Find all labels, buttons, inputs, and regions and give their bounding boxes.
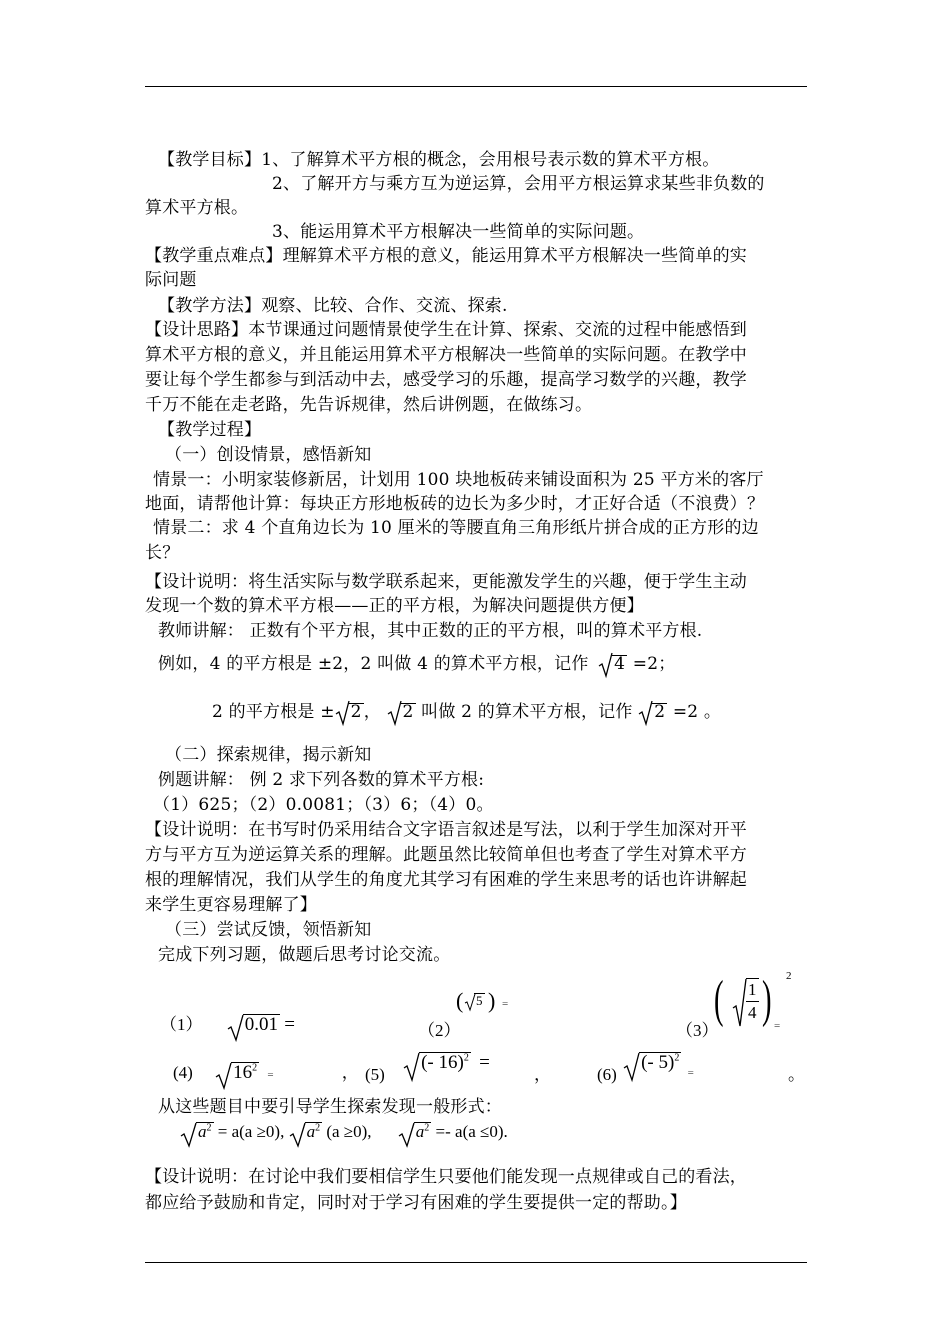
teaching-goal-2: 2、了解开方与乘方互为逆运算，会用平方根运算求某些非负数的 — [272, 174, 765, 194]
exercise-6: (6) (- 5)$^2$ $_=$ 。 — [597, 1052, 806, 1084]
exercise-5: (5) (- 16)$^2$ = ， — [365, 1052, 552, 1084]
design-note-2-4: 来学生更容易理解了】 — [145, 895, 317, 915]
design-note-1: 【设计说明：将生活实际与数学联系起来，更能激发学生的兴趣，便于学生主动 — [145, 572, 747, 592]
section-1-heading: （一）创设情景，感悟新知 — [165, 445, 372, 465]
scenario-1-cont: 地面，请帮他计算：每块正方形地板砖的边长为多少时，才正好合适（不浪费）？ — [145, 494, 765, 514]
design-idea-2: 算术平方根的意义，并且能运用算术平方根解决一些简单的实际问题。在教学中 — [145, 345, 747, 365]
general-form-intro: 从这些题目中要引导学生探索发现一般形式： — [158, 1097, 502, 1117]
teaching-goal-2-cont: 算术平方根。 — [145, 198, 249, 218]
sqrt2-line: 2 的平方根是 ± 2 ， 2 叫做 2 的算术平方根，记作 2 =2 。 — [212, 702, 722, 722]
exercise-3: （3） ( $\frac{1}{4}$ ) 2 = — [676, 970, 792, 1040]
scenario-2: 情景二：求 4 个直角边长为 10 厘米的等腰直角三角形纸片拼合成的正方形的边 — [153, 518, 759, 538]
example-2-items: （1）625；（2）0.0081；（3）6；（4）0。 — [153, 795, 494, 815]
section-2-heading: （二）探索规律，揭示新知 — [165, 745, 372, 765]
scenario-2-cont: 长？ — [145, 543, 180, 563]
exercise-instruction: 完成下列习题，做题后思考讨论交流。 — [158, 945, 451, 965]
sqrt-2-a: 2 — [335, 700, 364, 724]
example-line: 例如，4 的平方根是 ±2，2 叫做 4 的算术平方根，记作 4 =2； — [158, 654, 676, 674]
sqrt-2-c: 2 — [638, 700, 667, 724]
sqrt-2-b: 2 — [387, 700, 416, 724]
sqrt-4: 4 — [598, 652, 627, 676]
teaching-goal-1: 【教学目标】1、了解算术平方根的概念，会用根号表示数的算术平方根。 — [158, 150, 720, 170]
key-points: 【教学重点难点】理解算术平方根的意义，能运用算术平方根解决一些简单的实 — [145, 246, 747, 266]
teacher-explain: 教师讲解： 正数有个平方根，其中正数的正的平方根，叫的算术平方根. — [158, 621, 703, 641]
header-rule — [145, 86, 807, 87]
design-note-2-2: 方与平方互为逆运算关系的理解。此题虽然比较简单但也考查了学生对算术平方 — [145, 845, 747, 865]
design-note-2-3: 根的理解情况，我们从学生的角度尤其学习有困难的学生来思考的话也许讲解起 — [145, 870, 747, 890]
exercise-2: ( 5 ) = （2） — [418, 988, 509, 1040]
design-note-1-cont: 发现一个数的算术平方根——正的平方根，为解决问题提供方便】 — [145, 596, 644, 616]
design-note-2-1: 【设计说明：在书写时仍采用结合文字语言叙述是写法，以利于学生加深对开平 — [145, 820, 747, 840]
design-note-3-2: 都应给予鼓励和肯定，同时对于学习有困难的学生要提供一定的帮助。】 — [145, 1193, 687, 1213]
general-formula: $a^2 = a(a \ge 0)$, $a^2$ (a ≥0), $a^2 =- a(a \le 0)$. — [180, 1122, 508, 1142]
section-3-heading: （三）尝试反馈，领悟新知 — [165, 920, 372, 940]
key-points-cont: 际问题 — [145, 270, 197, 290]
process-heading: 【教学过程】 — [158, 420, 262, 440]
footer-rule — [145, 1262, 807, 1263]
example-text: 例如，4 的平方根是 ±2，2 叫做 4 的算术平方根，记作 — [158, 654, 589, 674]
teaching-goal-3: 3、能运用算术平方根解决一些简单的实际问题。 — [272, 222, 645, 242]
teaching-method: 【教学方法】观察、比较、合作、交流、探索. — [158, 296, 508, 316]
exercise-1: （1） 0.01 = — [160, 1010, 295, 1036]
design-idea-1: 【设计思路】本节课通过问题情景使学生在计算、探索、交流的过程中能感悟到 — [145, 320, 747, 340]
design-note-3-1: 【设计说明：在讨论中我们要相信学生只要他们能发现一点规律或自己的看法， — [145, 1167, 747, 1187]
exercise-4: (4) $16^2$ = ， — [173, 1058, 359, 1084]
design-idea-3: 要让每个学生都参与到活动中去，感受学习的乐趣，提高学习数学的兴趣，教学 — [145, 370, 747, 390]
scenario-1: 情景一：小明家装修新居，计划用 100 块地板砖来铺设面积为 25 平方米的客厅 — [153, 470, 764, 490]
design-idea-4: 千万不能在走老路，先告诉规律，然后讲例题，在做练习。 — [145, 395, 593, 415]
example-2: 例题讲解： 例 2 求下列各数的算术平方根: — [158, 770, 485, 790]
